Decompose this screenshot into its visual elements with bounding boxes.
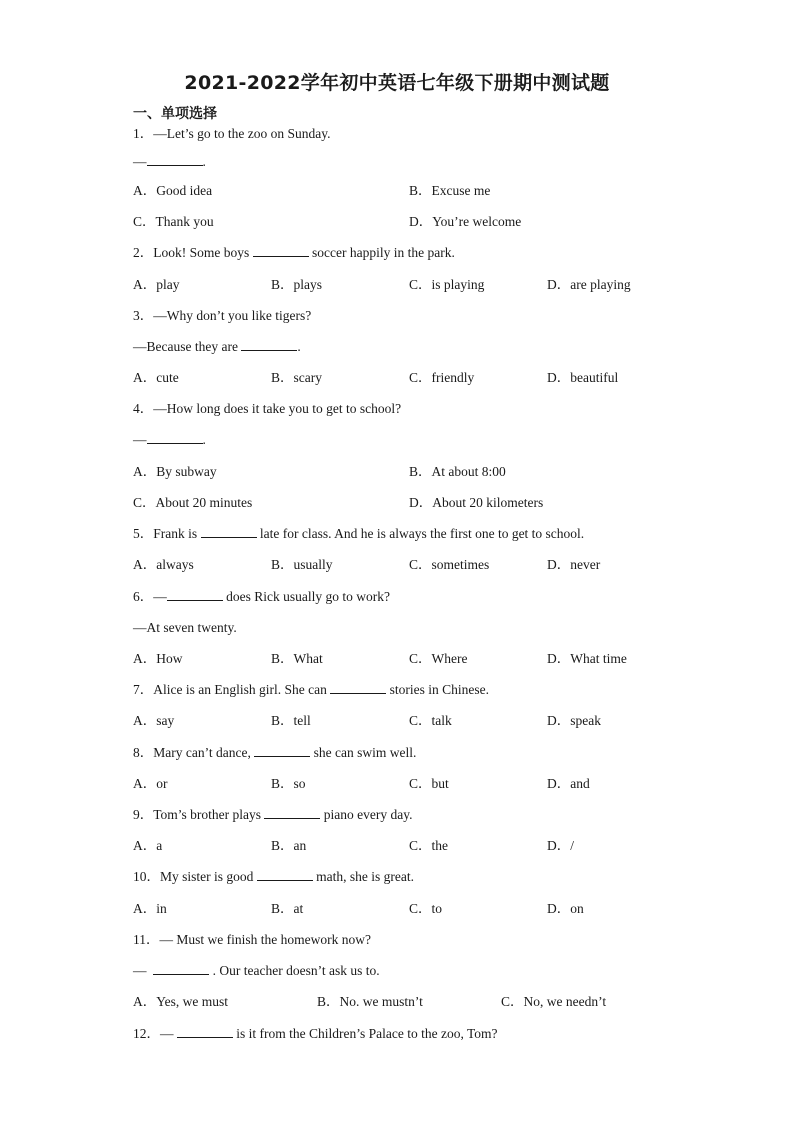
option-a[interactable]: A．a (133, 838, 163, 853)
option-b[interactable]: B．tell (271, 713, 311, 728)
option-c[interactable]: C．friendly (409, 370, 475, 385)
question-11-answer-line: — . Our teacher doesn’t ask us to. (133, 963, 380, 978)
option-a[interactable]: A．play (133, 277, 180, 292)
question-1-answer-line: — . (133, 154, 206, 169)
question-2: 2．Look! Some boys soccer happily in the park. (133, 245, 455, 260)
option-b[interactable]: B．so (271, 776, 306, 791)
option-b[interactable]: B．at (271, 901, 304, 916)
answer-blank[interactable] (147, 431, 203, 444)
option-b[interactable]: B．At about 8:00 (409, 464, 506, 479)
question-8: 8．Mary can’t dance, she can swim well. (133, 745, 417, 760)
answer-blank[interactable] (254, 744, 310, 757)
option-b[interactable]: B．an (271, 838, 307, 853)
option-c[interactable]: C．No, we needn’t (501, 994, 607, 1009)
option-a[interactable]: A．in (133, 901, 167, 916)
option-b[interactable]: B．plays (271, 277, 323, 292)
option-a[interactable]: A．Good idea (133, 183, 213, 198)
option-d[interactable]: D．are playing (547, 277, 631, 292)
option-b[interactable]: B．scary (271, 370, 322, 385)
option-c[interactable]: C．but (409, 776, 449, 791)
answer-blank[interactable] (257, 868, 313, 881)
option-a[interactable]: A．cute (133, 370, 179, 385)
option-c[interactable]: C．the (409, 838, 448, 853)
question-9: 9．Tom’s brother plays piano every day. (133, 807, 413, 822)
option-b[interactable]: B．What (271, 651, 323, 666)
question-11: 11．— Must we finish the homework now? (133, 932, 371, 947)
option-d[interactable]: D．beautiful (547, 370, 619, 385)
answer-blank[interactable] (177, 1025, 233, 1038)
option-c[interactable]: C．sometimes (409, 557, 490, 572)
question-7: 7．Alice is an English girl. She can stories in Chinese. (133, 682, 489, 697)
question-4: 4．—How long does it take you to get to school? (133, 401, 402, 416)
question-4-answer-line: — . (133, 432, 206, 447)
option-b[interactable]: B．usually (271, 557, 333, 572)
question-3-answer-line: —Because they are . (133, 339, 301, 354)
option-a[interactable]: A．or (133, 776, 168, 791)
question-12: 12．— is it from the Children’s Palace to the zoo, Tom? (133, 1026, 498, 1041)
option-d[interactable]: D．speak (547, 713, 601, 728)
answer-blank[interactable] (241, 338, 297, 351)
question-10: 10．My sister is good math, she is great. (133, 869, 414, 884)
answer-blank[interactable] (253, 244, 309, 257)
option-d[interactable]: D．/ (547, 838, 574, 853)
option-a[interactable]: A．Yes, we must (133, 994, 229, 1009)
option-d[interactable]: D．on (547, 901, 584, 916)
option-c[interactable]: C．is playing (409, 277, 485, 292)
option-c[interactable]: C．Where (409, 651, 468, 666)
answer-blank[interactable] (147, 153, 203, 166)
option-d[interactable]: D．What time (547, 651, 627, 666)
option-a[interactable]: A．say (133, 713, 175, 728)
answer-blank[interactable] (153, 962, 209, 975)
option-c[interactable]: C．to (409, 901, 443, 916)
question-5: 5．Frank is late for class. And he is always the first one to get to school. (133, 526, 585, 541)
option-b[interactable]: B．No. we mustn’t (317, 994, 423, 1009)
option-c[interactable]: C．About 20 minutes (133, 495, 253, 510)
option-a[interactable]: A．How (133, 651, 183, 666)
option-d[interactable]: D．You’re welcome (409, 214, 522, 229)
question-6-reply: —At seven twenty. (133, 620, 237, 635)
option-d[interactable]: D．About 20 kilometers (409, 495, 544, 510)
option-d[interactable]: D．never (547, 557, 601, 572)
answer-blank[interactable] (264, 806, 320, 819)
answer-blank[interactable] (167, 588, 223, 601)
option-d[interactable]: D．and (547, 776, 590, 791)
section-heading: 一、单项选择 (133, 106, 217, 122)
option-b[interactable]: B．Excuse me (409, 183, 491, 198)
option-a[interactable]: A．By subway (133, 464, 217, 479)
answer-blank[interactable] (330, 681, 386, 694)
page-title: 2021-2022学年初中英语七年级下册期中测试题 (184, 72, 610, 94)
answer-blank[interactable] (201, 525, 257, 538)
question-3: 3．—Why don’t you like tigers? (133, 308, 312, 323)
option-c[interactable]: C．Thank you (133, 214, 214, 229)
option-c[interactable]: C．talk (409, 713, 452, 728)
question-6: 6．— does Rick usually go to work? (133, 589, 390, 604)
question-1: 1．—Let’s go to the zoo on Sunday. (133, 126, 331, 141)
option-a[interactable]: A．always (133, 557, 194, 572)
